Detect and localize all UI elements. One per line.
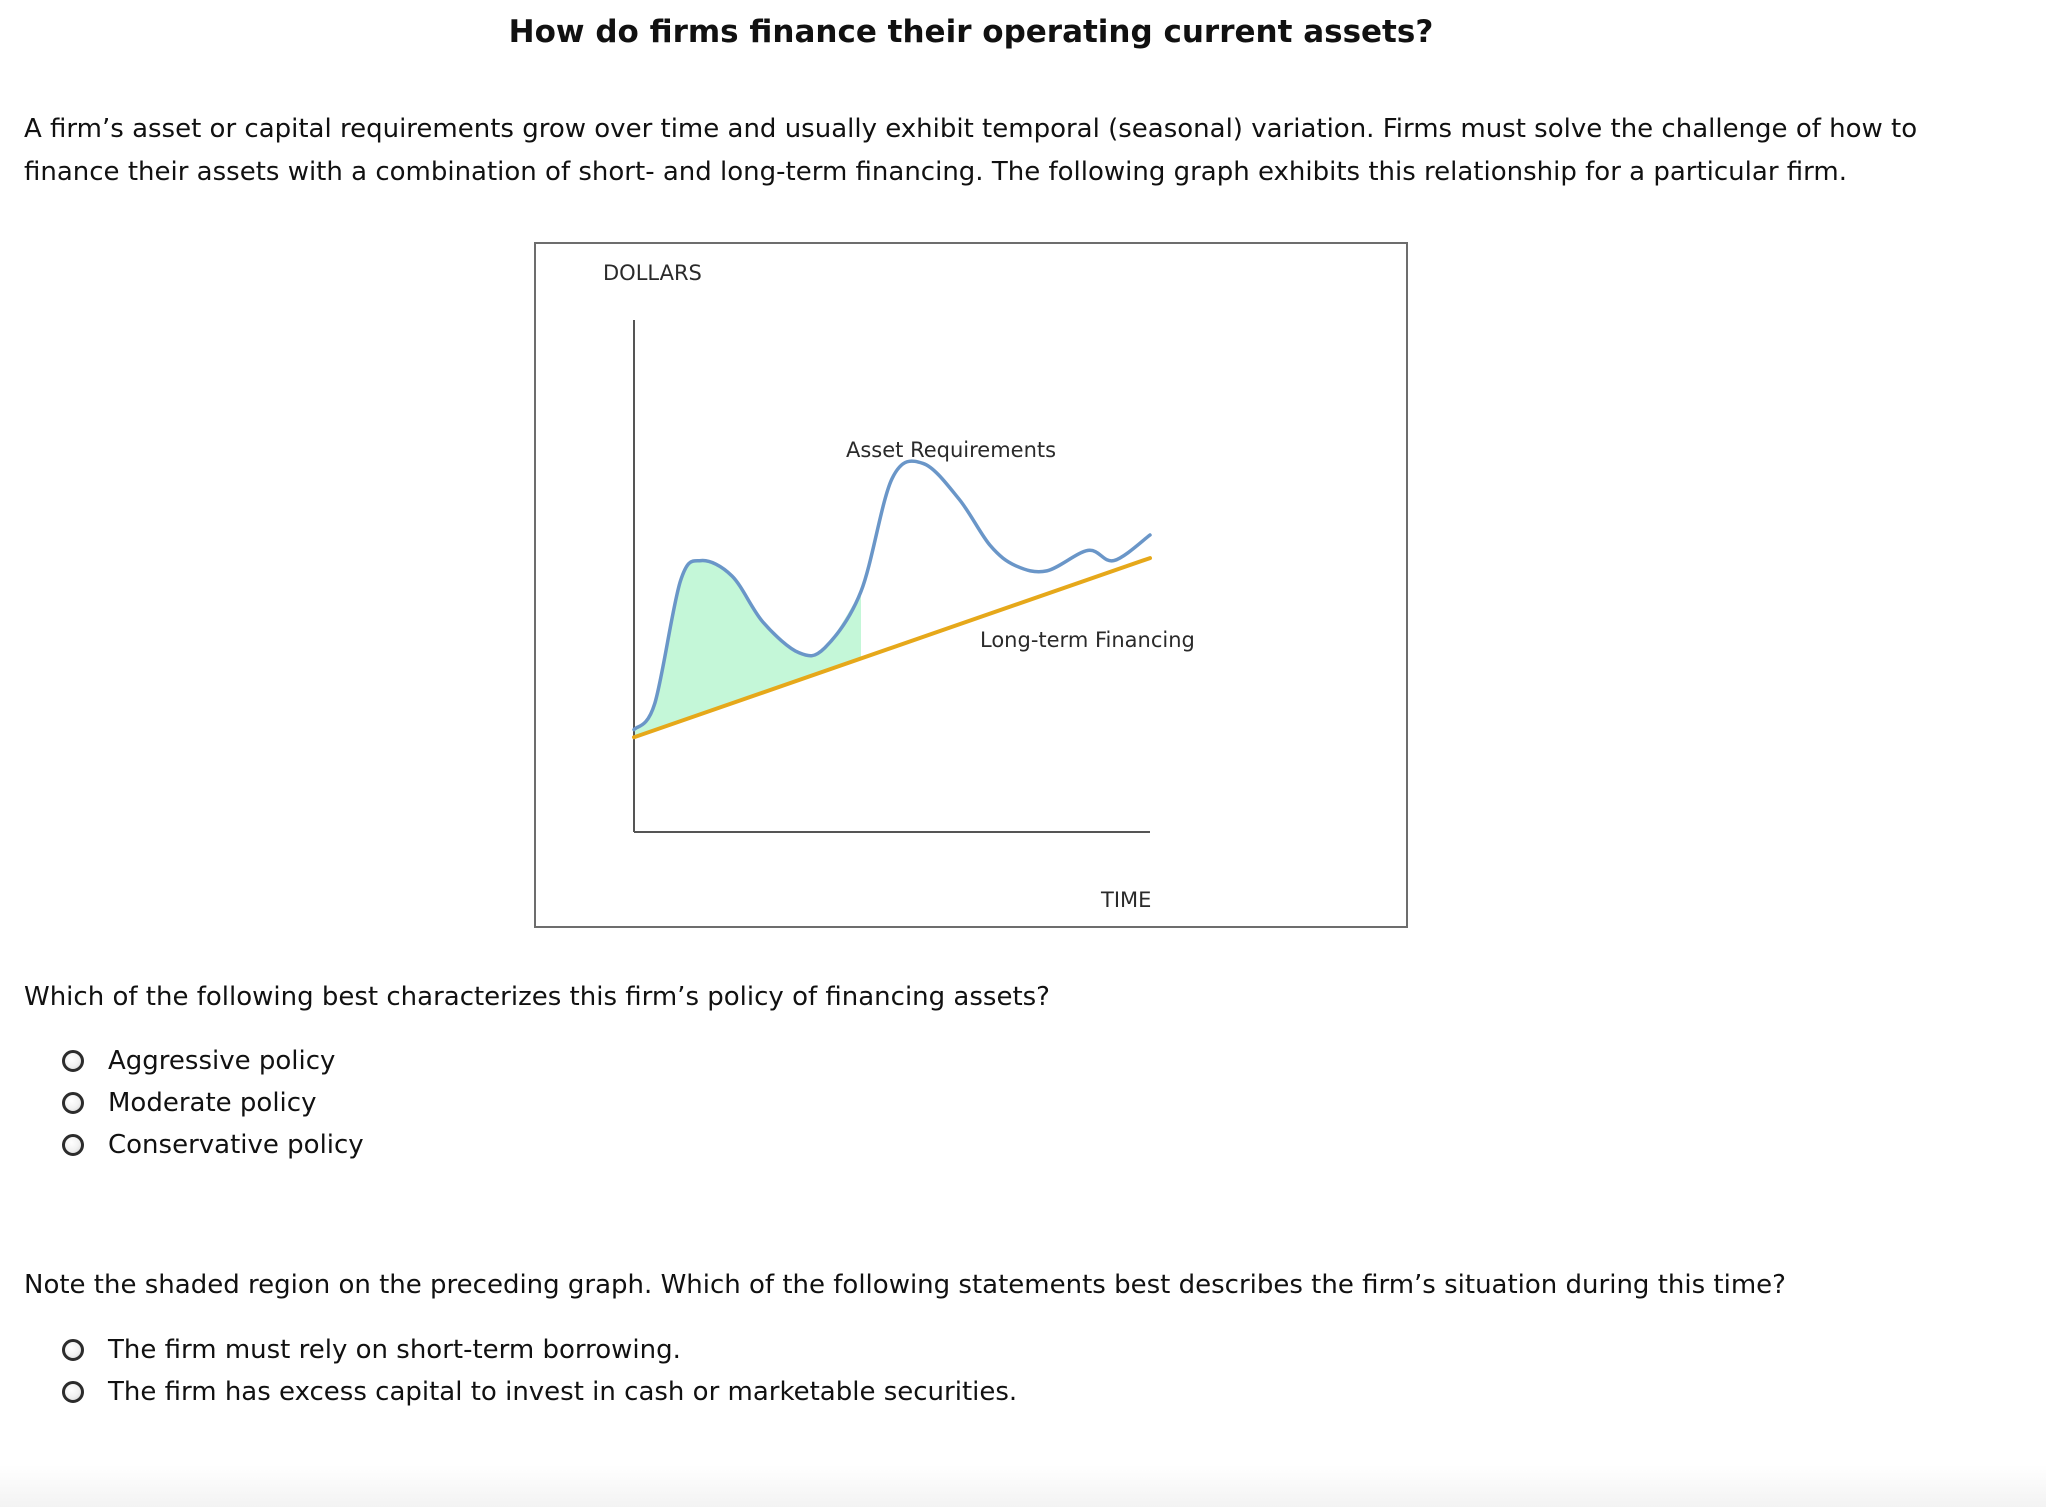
radio-button[interactable] [62,1339,84,1361]
y-axis-label: DOLLARS [603,261,702,285]
x-axis-label: TIME [1101,888,1152,912]
financing-chart [536,244,1406,926]
option-moderate-policy[interactable] [62,1082,364,1124]
radio-button[interactable] [62,1050,84,1072]
radio-button[interactable] [62,1134,84,1156]
option-label: Moderate policy [108,1088,317,1118]
option-label: The firm must rely on short-term borrowing. [108,1335,681,1365]
question-1-prompt: Which of the following best characterizes this firm’s policy of financing assets? [24,982,1050,1012]
option-excess-capital[interactable] [62,1371,1017,1413]
page-title: How do firms finance their operating current assets? [508,14,1434,50]
question-2-prompt: Note the shaded region on the preceding graph. Which of the following statements best describes the firm’s situation during this time? [24,1270,1786,1300]
question-2-options [62,1329,1017,1413]
option-label: Aggressive policy [108,1046,336,1076]
question-1-options [62,1040,364,1166]
radio-button[interactable] [62,1381,84,1403]
asset-requirements-label: Asset Requirements [846,438,1057,462]
financing-chart-frame [534,242,1408,928]
option-conservative-policy[interactable] [62,1124,364,1166]
intro-paragraph: A firm’s asset or capital requirements grow over time and usually exhibit temporal (seasonal) variation. Firms must solve the challenge of how to finance their assets with a combination of short- and long-term financing. The following graph exhibits this relationship for a particular firm. [24,114,1918,187]
long-term-financing-label: Long-term Financing [980,628,1195,652]
radio-button[interactable] [62,1092,84,1114]
bottom-gradient [0,1465,2046,1507]
option-short-term-borrowing[interactable] [62,1329,1017,1371]
option-label: Conservative policy [108,1130,364,1160]
option-label: The firm has excess capital to invest in cash or marketable securities. [108,1377,1018,1407]
option-aggressive-policy[interactable] [62,1040,364,1082]
